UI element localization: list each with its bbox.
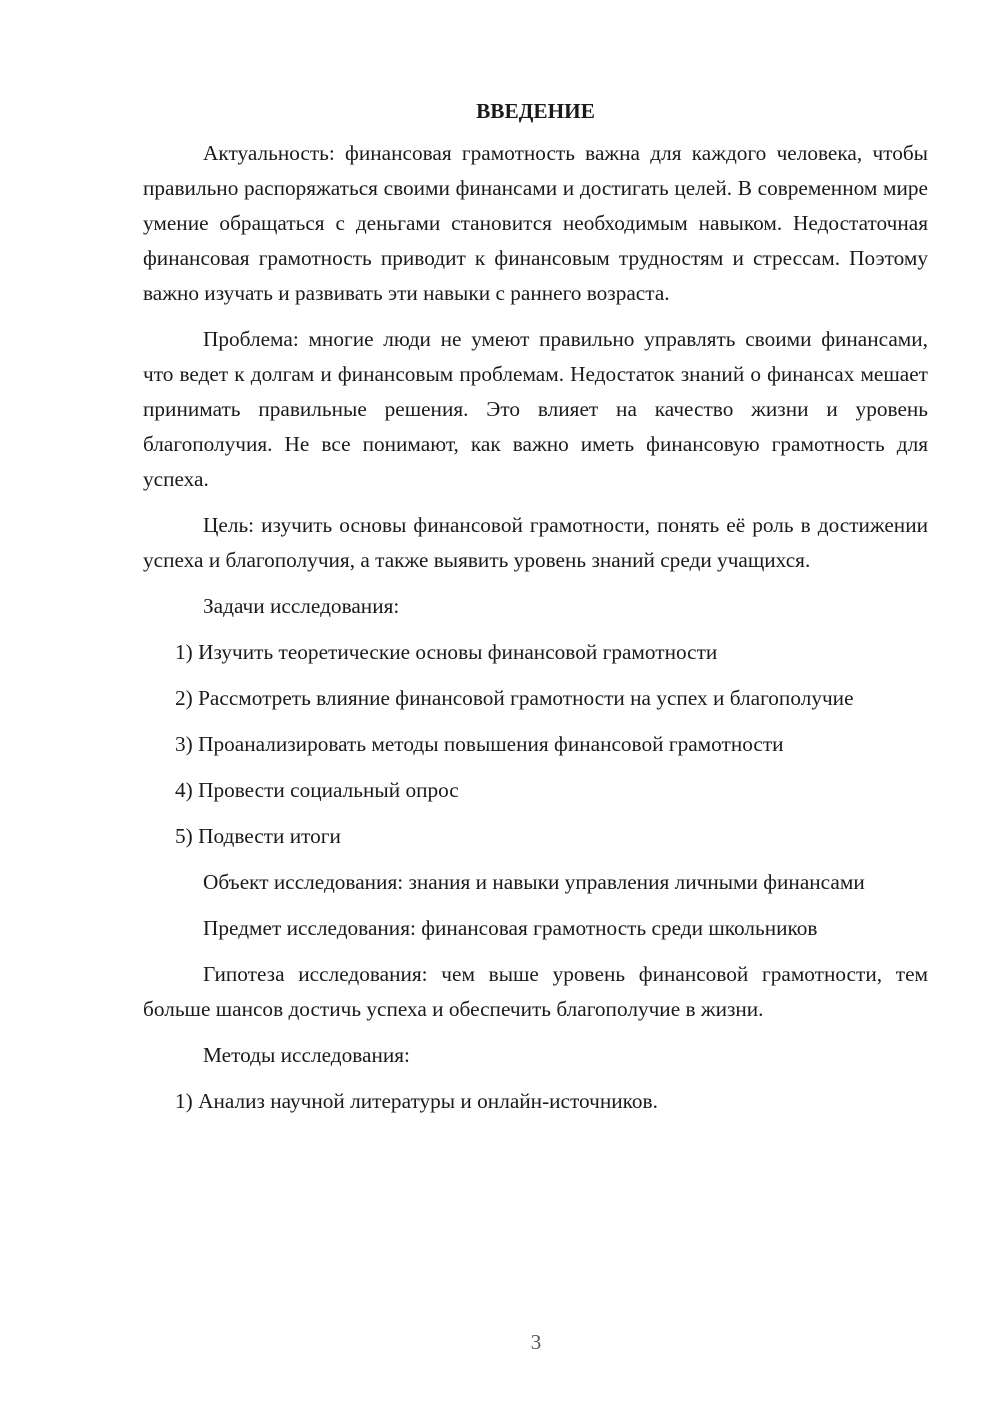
- method-item: 1) Анализ научной литературы и онлайн-источников.: [175, 1089, 658, 1113]
- task-item: 2) Рассмотреть влияние финансовой грамотности на успех и благополучие: [175, 686, 854, 710]
- task-item: 4) Провести социальный опрос: [175, 778, 459, 802]
- object-paragraph: Объект исследования: знания и навыки управления личными финансами: [203, 870, 865, 894]
- task-item: 1) Изучить теоретические основы финансовой грамотности: [175, 640, 718, 664]
- task-item: 3) Проанализировать методы повышения финансовой грамотности: [175, 732, 784, 756]
- tasks-heading: Задачи исследования:: [203, 594, 400, 618]
- section-title: ВВЕДЕНИЕ: [476, 99, 595, 123]
- subject-paragraph: Предмет исследования: финансовая грамотность среди школьников: [203, 916, 818, 940]
- page-number: 3: [530, 1330, 542, 1354]
- goal-paragraph: Цель: изучить основы финансовой грамотности, понять её роль в достижении успеха и благополучия, а также выявить уровень знаний среди учащихся.: [143, 513, 928, 572]
- methods-heading: Методы исследования:: [203, 1043, 410, 1067]
- document-page: [143, 96, 928, 1130]
- task-item: 5) Подвести итоги: [175, 824, 341, 848]
- problem-paragraph: Проблема: многие люди не умеют правильно управлять своими финансами, что ведет к долгам и финансовым проблемам. Недостаток знаний о финансах мешает принимать правильные решения. Это влияет на качество жизни и уровень благополучия. Не все понимают, как важно иметь финансовую грамотность для успеха.: [143, 327, 928, 491]
- hypothesis-paragraph: Гипотеза исследования: чем выше уровень финансовой грамотности, тем больше шансов достичь успеха и обеспечить благополучие в жизни.: [143, 962, 928, 1021]
- relevance-paragraph: Актуальность: финансовая грамотность важна для каждого человека, чтобы правильно распоряжаться своими финансами и достигать целей. В современном мире умение обращаться с деньгами становится необходимым навыком. Недостаточная финансовая грамотность приводит к финансовым трудностям и стрессам. Поэтому важно изучать и развивать эти навыки с раннего возраста.: [143, 141, 928, 305]
